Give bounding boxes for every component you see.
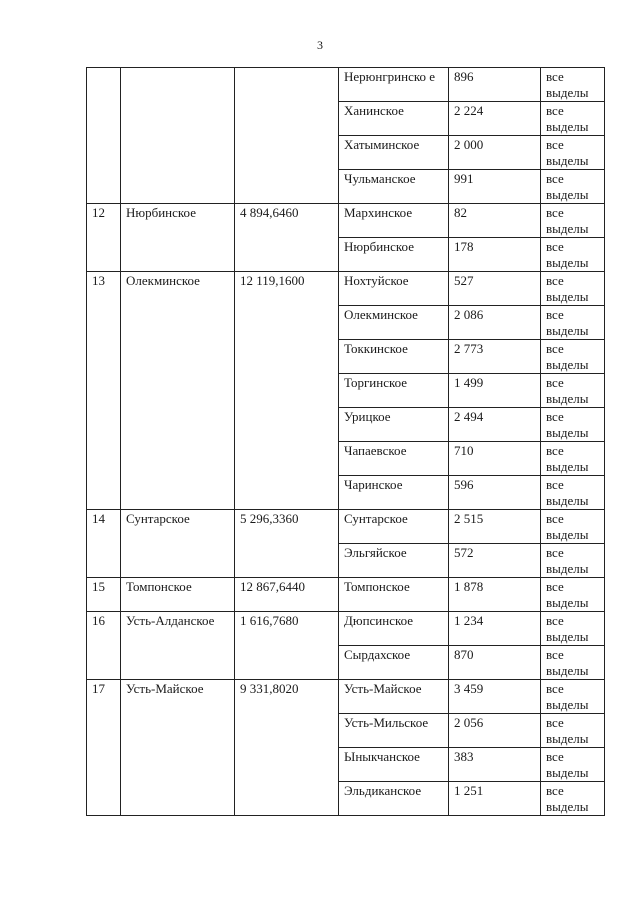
row-number-cell: 16: [87, 612, 121, 680]
settlement-note-cell: все выделы: [541, 204, 605, 238]
settlement-name-cell: Сырдахское: [339, 646, 449, 680]
settlement-count-cell: 710: [449, 442, 541, 476]
settlement-name-cell: Дюпсинское: [339, 612, 449, 646]
table-row: [87, 272, 605, 306]
district-name-cell: Томпонское: [121, 578, 235, 612]
settlement-note-cell: все выделы: [541, 170, 605, 204]
settlement-note-cell: все выделы: [541, 442, 605, 476]
settlement-name-cell: Ыныкчанское: [339, 748, 449, 782]
settlement-name-cell: Хатыминское: [339, 136, 449, 170]
settlement-name-cell: Усть-Мильское: [339, 714, 449, 748]
settlement-name-cell: Томпонское: [339, 578, 449, 612]
settlement-note-cell: все выделы: [541, 782, 605, 816]
settlement-note-cell: все выделы: [541, 476, 605, 510]
settlement-count-cell: 991: [449, 170, 541, 204]
district-name-cell: Олекминское: [121, 272, 235, 510]
district-name-cell: Усть-Алданское: [121, 612, 235, 680]
settlement-note-cell: все выделы: [541, 612, 605, 646]
settlement-note-cell: все выделы: [541, 306, 605, 340]
settlement-count-cell: 2 224: [449, 102, 541, 136]
district-area-cell: 12 119,1600: [235, 272, 339, 510]
settlement-note-cell: все выделы: [541, 272, 605, 306]
row-number-cell: 17: [87, 680, 121, 816]
settlement-name-cell: Олекминское: [339, 306, 449, 340]
settlement-name-cell: Нюрбинское: [339, 238, 449, 272]
settlement-note-cell: все выделы: [541, 68, 605, 102]
settlement-note-cell: все выделы: [541, 748, 605, 782]
table-row: [87, 680, 605, 714]
district-name-cell: Нюрбинское: [121, 204, 235, 272]
settlement-note-cell: все выделы: [541, 408, 605, 442]
settlement-name-cell: Усть-Майское: [339, 680, 449, 714]
settlement-name-cell: Эльгяйское: [339, 544, 449, 578]
settlement-count-cell: 572: [449, 544, 541, 578]
settlement-count-cell: 1 234: [449, 612, 541, 646]
settlement-note-cell: все выделы: [541, 578, 605, 612]
settlement-note-cell: все выделы: [541, 544, 605, 578]
table-row: [87, 68, 605, 102]
district-area-cell: 1 616,7680: [235, 612, 339, 680]
settlement-name-cell: Торгинское: [339, 374, 449, 408]
district-area-cell: [235, 68, 339, 204]
settlement-count-cell: 2 515: [449, 510, 541, 544]
settlement-note-cell: все выделы: [541, 340, 605, 374]
row-number-cell: [87, 68, 121, 204]
settlement-note-cell: все выделы: [541, 374, 605, 408]
settlement-count-cell: 1 499: [449, 374, 541, 408]
row-number-cell: 15: [87, 578, 121, 612]
settlement-note-cell: все выделы: [541, 680, 605, 714]
district-area-cell: 4 894,6460: [235, 204, 339, 272]
row-number-cell: 14: [87, 510, 121, 578]
settlement-note-cell: все выделы: [541, 714, 605, 748]
settlement-count-cell: 896: [449, 68, 541, 102]
settlement-note-cell: все выделы: [541, 136, 605, 170]
settlement-name-cell: Нохтуйское: [339, 272, 449, 306]
settlement-name-cell: Чапаевское: [339, 442, 449, 476]
table-row: [87, 578, 605, 612]
row-number-cell: 13: [87, 272, 121, 510]
districts-table-body: [87, 68, 605, 816]
settlement-note-cell: все выделы: [541, 238, 605, 272]
page-number: 3: [317, 38, 323, 52]
districts-table: [86, 67, 605, 816]
settlement-note-cell: все выделы: [541, 102, 605, 136]
table-row: [87, 510, 605, 544]
settlement-count-cell: 3 459: [449, 680, 541, 714]
settlement-count-cell: 82: [449, 204, 541, 238]
settlement-count-cell: 2 000: [449, 136, 541, 170]
row-number-cell: 12: [87, 204, 121, 272]
settlement-count-cell: 1 251: [449, 782, 541, 816]
district-name-cell: Усть-Майское: [121, 680, 235, 816]
settlement-name-cell: Мархинское: [339, 204, 449, 238]
settlement-count-cell: 527: [449, 272, 541, 306]
settlement-note-cell: все выделы: [541, 510, 605, 544]
settlement-count-cell: 2 086: [449, 306, 541, 340]
settlement-name-cell: Чаринское: [339, 476, 449, 510]
table-row: [87, 612, 605, 646]
settlement-count-cell: 2 494: [449, 408, 541, 442]
settlement-count-cell: 2 056: [449, 714, 541, 748]
settlement-count-cell: 596: [449, 476, 541, 510]
settlement-name-cell: Урицкое: [339, 408, 449, 442]
settlement-name-cell: Нерюнгринско е: [339, 68, 449, 102]
settlement-note-cell: все выделы: [541, 646, 605, 680]
settlement-count-cell: 870: [449, 646, 541, 680]
district-name-cell: Сунтарское: [121, 510, 235, 578]
settlement-count-cell: 1 878: [449, 578, 541, 612]
settlement-name-cell: Токкинское: [339, 340, 449, 374]
settlement-name-cell: Ханинское: [339, 102, 449, 136]
district-name-cell: [121, 68, 235, 204]
district-area-cell: 9 331,8020: [235, 680, 339, 816]
settlement-name-cell: Чульманское: [339, 170, 449, 204]
table-row: [87, 204, 605, 238]
settlement-count-cell: 178: [449, 238, 541, 272]
settlement-count-cell: 2 773: [449, 340, 541, 374]
settlement-name-cell: Эльдиканское: [339, 782, 449, 816]
district-area-cell: 12 867,6440: [235, 578, 339, 612]
settlement-count-cell: 383: [449, 748, 541, 782]
settlement-name-cell: Сунтарское: [339, 510, 449, 544]
district-area-cell: 5 296,3360: [235, 510, 339, 578]
